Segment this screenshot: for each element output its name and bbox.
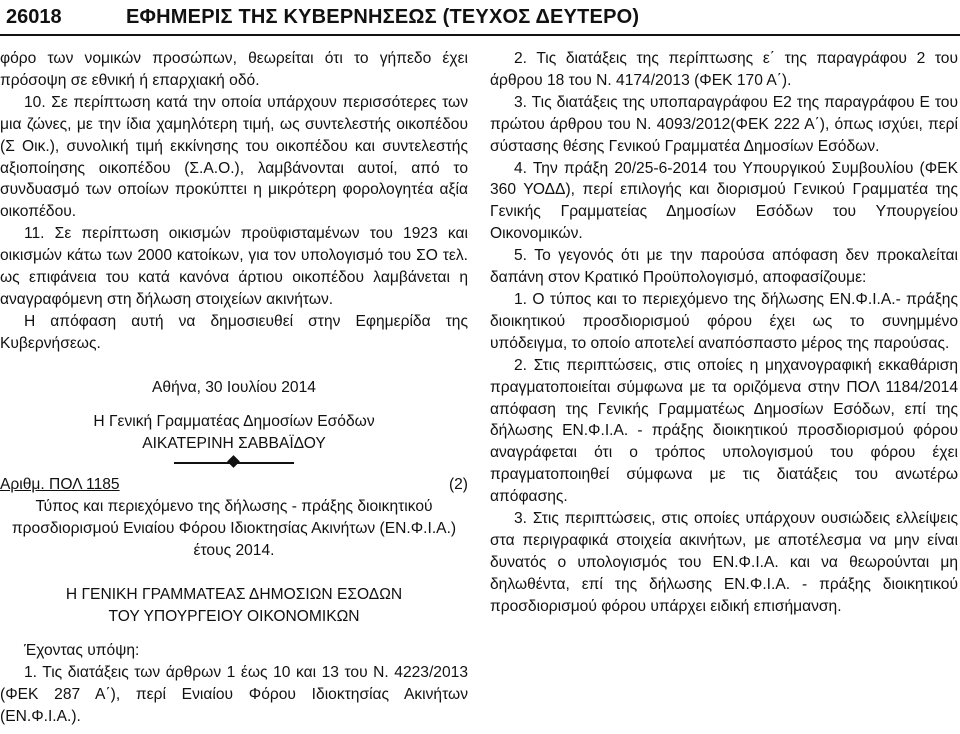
authority-line: ΤΟΥ ΥΠΟΥΡΓΕΙΟΥ ΟΙΚΟΝΟΜΙΚΩΝ bbox=[108, 608, 360, 626]
paragraph: 10. Σε περίπτωση κατά την οποία υπάρχουν περισσότερες των μια ζώνες, με την ίδια χαμηλότερη τιμή, ως συντελεστής οικοπέδου (Σ Οικ.), συνολική τιμή εκκίνησης του οικοπέδου και συντελεστής αξιοποίησης οικοπέδου (Σ.Α.Ο.), λαμβάνονται αυτοί, από το συνδυασμό των οποίων προκύπτει η μικρότερη φορολογητέα αξία οικοπέδου. bbox=[0, 93, 468, 221]
page-header bbox=[0, 0, 960, 36]
decision-reference bbox=[0, 474, 468, 496]
paragraph: 11. Σε περίπτωση οικισμών προϋφισταμένων του 1923 και οικισμών κάτω των 2000 κατοίκων, για τον υπολογισμό του ΣΟ τελ. ως επιφάνεια του κατά κανόνα άρτιου οικοπέδου λαμβάνεται η αναγραφόμενη στη δήλωση στοιχείων ακινήτων. bbox=[0, 225, 468, 308]
left-column bbox=[0, 48, 468, 728]
section-divider bbox=[174, 456, 294, 470]
paragraph: 5. Το γεγονός ότι με την παρούσα απόφαση δεν προκαλείται δαπάνη στον Κρατικό Προϋπολογισμό, αποφασίζουμε: bbox=[490, 247, 958, 287]
page-number: 26018 bbox=[6, 6, 62, 28]
paragraph: 1. Ο τύπος και το περιεχόμενο της δήλωσης ΕΝ.Φ.Ι.Α.- πράξης διοικητικού προσδιορισμού φόρου έχει ως το συνημμένο υπόδειγμα, το οποίο αποτελεί αναπόσπαστο μέρος της παρούσας. bbox=[490, 290, 958, 352]
paragraph: 2. Τις διατάξεις της περίπτωσης ε΄ της παραγράφου 2 του άρθρου 18 του Ν. 4174/2013 (ΦΕΚ 170 Α΄). bbox=[490, 50, 958, 89]
paragraph: Η απόφαση αυτή να δημοσιευθεί στην Εφημερίδα της Κυβερνήσεως. bbox=[0, 312, 468, 352]
signatory-name: ΑΙΚΑΤΕΡΙΝΗ ΣΑΒΒΑΪΔΟΥ bbox=[142, 434, 326, 452]
having-regard: Έχοντας υπόψη: bbox=[24, 641, 140, 659]
paragraph: 3. Τις διατάξεις της υποπαραγράφου Ε2 της παραγράφου Ε του πρώτου άρθρου του Ν. 4093/2012(ΦΕΚ 222 Α΄), όπως ισχύει, περί σύστασης θέσης Γενικού Γραμματέα Δημοσίων Εσόδων. bbox=[490, 93, 958, 155]
diamond-icon bbox=[227, 456, 240, 469]
item-number: (2) bbox=[448, 476, 468, 494]
paragraph: 1. Τις διατάξεις των άρθρων 1 έως 10 και 13 του Ν. 4223/2013 (ΦΕΚ 287 Α΄), περί Ενιαίου Φόρου Ιδιοκτησίας Ακινήτων (ΕΝ.Φ.Ι.Α.). bbox=[0, 663, 468, 725]
paragraph: φόρο των νομικών προσώπων, θεωρείται ότι το γήπεδο έχει πρόσοψη σε εθνική ή επαρχιακή οδό. bbox=[0, 50, 468, 89]
place-date: Αθήνα, 30 Ιουλίου 2014 bbox=[152, 378, 316, 396]
right-column bbox=[490, 48, 958, 618]
paragraph: 3. Στις περιπτώσεις, στις οποίες υπάρχουν ουσιώδεις ελλείψεις στα περιγραφικά στοιχεία ακινήτων, με αποτέλεσμα να μην είναι δυνατός ο υπολογισμός του ΕΝ.Φ.Ι.Α. και να θεωρούνται μη δηλωθέντα, επί της δήλωσης ΕΝ.Φ.Ι.Α. - πράξης διοικητικού προσδιορισμού φόρου υπάρχει ειδική επισήμανση. bbox=[490, 510, 958, 615]
decision-title: Τύπος και περιεχόμενο της δήλωσης - πράξης διοικητικού προσδιορισμού Ενιαίου Φόρου Ιδιοκτησίας Ακινήτων (ΕΝ.Φ.Ι.Α.) έτους 2014. bbox=[11, 498, 457, 560]
reference-number: Αριθμ. ΠΟΛ 1185 bbox=[0, 476, 120, 494]
gazette-title: ΕΦΗΜΕΡΙΣ ΤΗΣ ΚΥΒΕΡΝΗΣΕΩΣ (ΤΕΥΧΟΣ ΔΕΥΤΕΡΟ) bbox=[126, 6, 640, 28]
signatory-title: Η Γενική Γραμματέας Δημοσίων Εσόδων bbox=[93, 412, 375, 430]
authority-line: Η ΓΕΝΙΚΗ ΓΡΑΜΜΑΤΕΑΣ ΔΗΜΟΣΙΩΝ ΕΣΟΔΩΝ bbox=[65, 586, 403, 604]
paragraph: 4. Την πράξη 20/25-6-2014 του Υπουργικού Συμβουλίου (ΦΕΚ 360 ΥΟΔΔ), περί επιλογής και διορισμού Γενικού Γραμματέα της Γενικής Γραμματείας Δημοσίων Εσόδων του Υπουργείου Οικονομικών. bbox=[490, 159, 958, 243]
paragraph: 2. Στις περιπτώσεις, στις οποίες η μηχανογραφική εκκαθάριση πραγματοποιείται σύμφωνα με τα οριζόμενα στην ΠΟΛ 1184/2014 απόφαση της Γενικής Γραμματέως Δημοσίων Εσόδων, επί της δήλωσης ΕΝ.Φ.Ι.Α. - πράξης διοικητικού προσδιορισμού φόρου αναγράφεται ότι ο τρόπος υπολογισμού του φόρου έχει πραγματοποιηθεί σύμφωνα με τις διατάξεις του ανωτέρω απόφασης. bbox=[490, 356, 958, 506]
header-rule bbox=[0, 34, 960, 36]
